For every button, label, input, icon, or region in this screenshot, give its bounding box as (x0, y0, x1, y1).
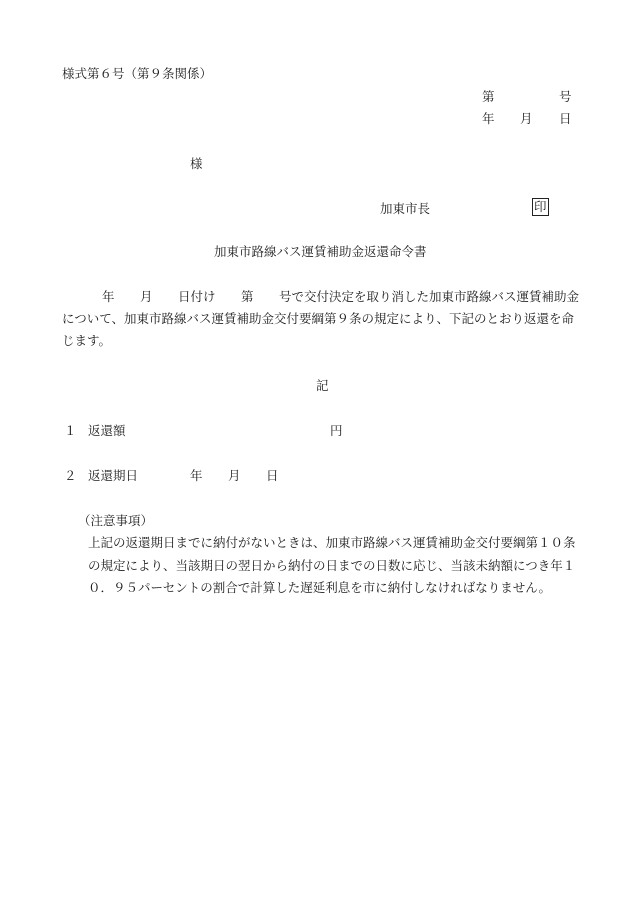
notes-line3: ０．９５パーセントの割合で計算した遅延利息を市に納付しなければなりません。 (88, 580, 552, 595)
date-day: 日 (559, 111, 572, 126)
notes-line2: の規定により、当該期日の翌日から納付の日までの日数に応じ、当該未納額につき年１ (88, 558, 576, 573)
number-suffix: 号 (559, 89, 572, 104)
ki-label: 記 (316, 378, 329, 393)
body-date-suffix: 日付け (178, 289, 216, 304)
item-2-month: 月 (228, 468, 241, 483)
number-prefix: 第 (482, 89, 495, 104)
date-month: 月 (520, 111, 533, 126)
item-2-number: ２ (64, 468, 77, 483)
item-2-label: 返還期日 (88, 468, 139, 483)
item-1-number: １ (64, 423, 77, 438)
item-2-day: 日 (266, 468, 279, 483)
document-title: 加東市路線バス運賃補助金返還命令書 (214, 244, 427, 259)
body-line2: について、加東市路線バス運賃補助金交付要綱第９条の規定により、下記のとおり返還を命 (62, 311, 575, 326)
issuer-title: 加東市長 (380, 201, 431, 216)
body-year: 年 (102, 289, 115, 304)
date-year: 年 (482, 111, 495, 126)
body-month: 月 (140, 289, 153, 304)
item-2-year: 年 (190, 468, 203, 483)
notes-heading: （注意事項） (78, 513, 154, 528)
body-number-prefix: 第 (241, 289, 254, 304)
body-line1-rest: 号で交付決定を取り消した加東市路線バス運賃補助金 (279, 289, 580, 304)
addressee-suffix: 様 (190, 156, 203, 171)
body-line3: じます。 (62, 333, 112, 348)
seal-text: 印 (534, 199, 547, 214)
seal-mark (532, 198, 549, 216)
item-1-label: 返還額 (88, 423, 126, 438)
notes-line1: 上記の返還期日までに納付がないときは、加東市路線バス運賃補助金交付要綱第１０条 (88, 535, 576, 550)
form-label: 様式第６号（第９条関係） (62, 66, 213, 81)
item-1-unit: 円 (330, 423, 343, 438)
